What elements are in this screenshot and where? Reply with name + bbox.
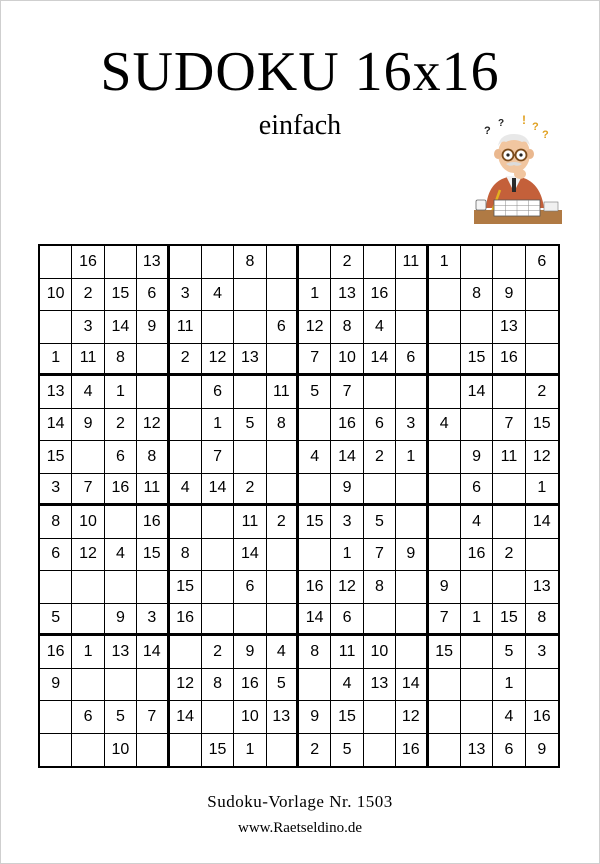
given-cell: 7 xyxy=(364,539,396,572)
given-cell: 11 xyxy=(170,311,202,344)
given-cell: 2 xyxy=(267,506,299,539)
given-cell: 2 xyxy=(331,246,363,279)
given-cell: 7 xyxy=(72,474,104,507)
given-cell: 3 xyxy=(331,506,363,539)
given-cell: 7 xyxy=(429,604,461,637)
given-cell: 8 xyxy=(40,506,72,539)
empty-cell[interactable] xyxy=(105,669,137,702)
given-cell: 13 xyxy=(364,669,396,702)
given-cell: 14 xyxy=(234,539,266,572)
given-cell: 9 xyxy=(429,571,461,604)
empty-cell[interactable] xyxy=(267,441,299,474)
given-cell: 6 xyxy=(72,701,104,734)
given-cell: 12 xyxy=(299,311,331,344)
empty-cell[interactable] xyxy=(299,246,331,279)
given-cell: 15 xyxy=(331,701,363,734)
given-cell: 6 xyxy=(396,344,428,377)
given-cell: 8 xyxy=(331,311,363,344)
given-cell: 1 xyxy=(396,441,428,474)
given-cell: 10 xyxy=(234,701,266,734)
given-cell: 14 xyxy=(137,636,169,669)
given-cell: 14 xyxy=(396,669,428,702)
given-cell: 10 xyxy=(331,344,363,377)
empty-cell[interactable] xyxy=(72,604,104,637)
empty-cell[interactable] xyxy=(170,441,202,474)
given-cell: 14 xyxy=(40,409,72,442)
given-cell: 4 xyxy=(170,474,202,507)
given-cell: 6 xyxy=(267,311,299,344)
given-cell: 2 xyxy=(234,474,266,507)
empty-cell[interactable] xyxy=(137,669,169,702)
empty-cell[interactable] xyxy=(72,571,104,604)
given-cell: 5 xyxy=(105,701,137,734)
empty-cell[interactable] xyxy=(396,376,428,409)
given-cell: 5 xyxy=(493,636,525,669)
given-cell: 14 xyxy=(202,474,234,507)
given-cell: 6 xyxy=(364,409,396,442)
given-cell: 1 xyxy=(40,344,72,377)
empty-cell[interactable] xyxy=(40,246,72,279)
empty-cell[interactable] xyxy=(170,246,202,279)
given-cell: 7 xyxy=(202,441,234,474)
given-cell: 13 xyxy=(493,311,525,344)
given-cell: 14 xyxy=(299,604,331,637)
empty-cell[interactable] xyxy=(170,376,202,409)
empty-cell[interactable] xyxy=(137,571,169,604)
given-cell: 1 xyxy=(429,246,461,279)
empty-cell[interactable] xyxy=(364,376,396,409)
given-cell: 8 xyxy=(105,344,137,377)
given-cell: 8 xyxy=(526,604,558,637)
given-cell: 14 xyxy=(526,506,558,539)
given-cell: 6 xyxy=(461,474,493,507)
given-cell: 10 xyxy=(364,636,396,669)
given-cell: 16 xyxy=(526,701,558,734)
given-cell: 16 xyxy=(40,636,72,669)
empty-cell[interactable] xyxy=(234,279,266,312)
given-cell: 16 xyxy=(170,604,202,637)
given-cell: 9 xyxy=(105,604,137,637)
empty-cell[interactable] xyxy=(429,506,461,539)
empty-cell[interactable] xyxy=(72,441,104,474)
given-cell: 10 xyxy=(40,279,72,312)
given-cell: 15 xyxy=(299,506,331,539)
empty-cell[interactable] xyxy=(461,311,493,344)
svg-text:?: ? xyxy=(532,121,539,133)
given-cell: 7 xyxy=(299,344,331,377)
empty-cell[interactable] xyxy=(137,734,169,767)
given-cell: 1 xyxy=(105,376,137,409)
given-cell: 16 xyxy=(105,474,137,507)
given-cell: 13 xyxy=(40,376,72,409)
given-cell: 9 xyxy=(72,409,104,442)
given-cell: 4 xyxy=(331,669,363,702)
empty-cell[interactable] xyxy=(202,604,234,637)
given-cell: 13 xyxy=(461,734,493,767)
given-cell: 1 xyxy=(202,409,234,442)
given-cell: 2 xyxy=(364,441,396,474)
given-cell: 6 xyxy=(40,539,72,572)
empty-cell[interactable] xyxy=(396,474,428,507)
given-cell: 6 xyxy=(202,376,234,409)
empty-cell[interactable] xyxy=(299,539,331,572)
given-cell: 4 xyxy=(105,539,137,572)
given-cell: 12 xyxy=(331,571,363,604)
empty-cell[interactable] xyxy=(526,539,558,572)
empty-cell[interactable] xyxy=(364,701,396,734)
given-cell: 6 xyxy=(105,441,137,474)
given-cell: 15 xyxy=(526,409,558,442)
empty-cell[interactable] xyxy=(72,734,104,767)
svg-text:?: ? xyxy=(542,129,549,141)
given-cell: 13 xyxy=(137,246,169,279)
empty-cell[interactable] xyxy=(429,311,461,344)
empty-cell[interactable] xyxy=(429,669,461,702)
given-cell: 11 xyxy=(72,344,104,377)
given-cell: 13 xyxy=(526,571,558,604)
given-cell: 3 xyxy=(72,311,104,344)
empty-cell[interactable] xyxy=(170,506,202,539)
given-cell: 5 xyxy=(234,409,266,442)
given-cell: 11 xyxy=(234,506,266,539)
empty-cell[interactable] xyxy=(461,246,493,279)
given-cell: 3 xyxy=(396,409,428,442)
empty-cell[interactable] xyxy=(364,604,396,637)
given-cell: 1 xyxy=(331,539,363,572)
empty-cell[interactable] xyxy=(461,571,493,604)
given-cell: 1 xyxy=(299,279,331,312)
empty-cell[interactable] xyxy=(202,539,234,572)
given-cell: 5 xyxy=(40,604,72,637)
empty-cell[interactable] xyxy=(429,441,461,474)
given-cell: 7 xyxy=(331,376,363,409)
empty-cell[interactable] xyxy=(40,701,72,734)
empty-cell[interactable] xyxy=(493,474,525,507)
given-cell: 9 xyxy=(461,441,493,474)
empty-cell[interactable] xyxy=(526,669,558,702)
given-cell: 8 xyxy=(267,409,299,442)
given-cell: 11 xyxy=(267,376,299,409)
empty-cell[interactable] xyxy=(170,734,202,767)
given-cell: 11 xyxy=(137,474,169,507)
empty-cell[interactable] xyxy=(267,344,299,377)
given-cell: 13 xyxy=(331,279,363,312)
given-cell: 12 xyxy=(170,669,202,702)
sudoku-grid xyxy=(38,244,560,768)
given-cell: 4 xyxy=(202,279,234,312)
given-cell: 15 xyxy=(493,604,525,637)
empty-cell[interactable] xyxy=(429,376,461,409)
empty-cell[interactable] xyxy=(105,571,137,604)
empty-cell[interactable] xyxy=(299,669,331,702)
given-cell: 11 xyxy=(493,441,525,474)
given-cell: 6 xyxy=(234,571,266,604)
given-cell: 4 xyxy=(299,441,331,474)
empty-cell[interactable] xyxy=(396,311,428,344)
given-cell: 8 xyxy=(170,539,202,572)
empty-cell[interactable] xyxy=(364,474,396,507)
given-cell: 16 xyxy=(331,409,363,442)
given-cell: 5 xyxy=(364,506,396,539)
given-cell: 15 xyxy=(461,344,493,377)
svg-text:?: ? xyxy=(484,125,491,137)
empty-cell[interactable] xyxy=(364,734,396,767)
given-cell: 6 xyxy=(493,734,525,767)
given-cell: 9 xyxy=(40,669,72,702)
empty-cell[interactable] xyxy=(493,506,525,539)
given-cell: 15 xyxy=(202,734,234,767)
given-cell: 2 xyxy=(299,734,331,767)
empty-cell[interactable] xyxy=(493,246,525,279)
empty-cell[interactable] xyxy=(234,604,266,637)
given-cell: 8 xyxy=(234,246,266,279)
empty-cell[interactable] xyxy=(137,376,169,409)
given-cell: 3 xyxy=(40,474,72,507)
empty-cell[interactable] xyxy=(429,344,461,377)
given-cell: 2 xyxy=(170,344,202,377)
given-cell: 12 xyxy=(396,701,428,734)
given-cell: 15 xyxy=(429,636,461,669)
given-cell: 9 xyxy=(299,701,331,734)
given-cell: 2 xyxy=(493,539,525,572)
empty-cell[interactable] xyxy=(170,636,202,669)
empty-cell[interactable] xyxy=(396,506,428,539)
given-cell: 7 xyxy=(137,701,169,734)
given-cell: 7 xyxy=(493,409,525,442)
given-cell: 1 xyxy=(234,734,266,767)
given-cell: 6 xyxy=(526,246,558,279)
given-cell: 16 xyxy=(493,344,525,377)
given-cell: 12 xyxy=(137,409,169,442)
given-cell: 2 xyxy=(526,376,558,409)
empty-cell[interactable] xyxy=(461,669,493,702)
empty-cell[interactable] xyxy=(267,571,299,604)
empty-cell[interactable] xyxy=(429,539,461,572)
given-cell: 9 xyxy=(331,474,363,507)
empty-cell[interactable] xyxy=(267,246,299,279)
given-cell: 13 xyxy=(234,344,266,377)
empty-cell[interactable] xyxy=(267,474,299,507)
empty-cell[interactable] xyxy=(234,311,266,344)
given-cell: 9 xyxy=(396,539,428,572)
given-cell: 16 xyxy=(137,506,169,539)
given-cell: 4 xyxy=(72,376,104,409)
empty-cell[interactable] xyxy=(396,636,428,669)
given-cell: 15 xyxy=(40,441,72,474)
empty-cell[interactable] xyxy=(429,279,461,312)
empty-cell[interactable] xyxy=(396,571,428,604)
given-cell: 9 xyxy=(493,279,525,312)
given-cell: 5 xyxy=(267,669,299,702)
empty-cell[interactable] xyxy=(429,701,461,734)
given-cell: 1 xyxy=(526,474,558,507)
given-cell: 15 xyxy=(170,571,202,604)
given-cell: 3 xyxy=(526,636,558,669)
empty-cell[interactable] xyxy=(461,636,493,669)
difficulty-label: einfach xyxy=(258,110,342,141)
empty-cell[interactable] xyxy=(137,344,169,377)
empty-cell[interactable] xyxy=(40,734,72,767)
given-cell: 8 xyxy=(299,636,331,669)
given-cell: 14 xyxy=(461,376,493,409)
given-cell: 8 xyxy=(202,669,234,702)
empty-cell[interactable] xyxy=(202,246,234,279)
empty-cell[interactable] xyxy=(202,311,234,344)
empty-cell[interactable] xyxy=(396,279,428,312)
given-cell: 11 xyxy=(331,636,363,669)
empty-cell[interactable] xyxy=(396,604,428,637)
empty-cell[interactable] xyxy=(461,701,493,734)
empty-cell[interactable] xyxy=(493,571,525,604)
empty-cell[interactable] xyxy=(234,376,266,409)
empty-cell[interactable] xyxy=(364,246,396,279)
empty-cell[interactable] xyxy=(105,246,137,279)
given-cell: 4 xyxy=(364,311,396,344)
given-cell: 13 xyxy=(105,636,137,669)
given-cell: 16 xyxy=(72,246,104,279)
given-cell: 8 xyxy=(364,571,396,604)
svg-text:?: ? xyxy=(498,118,505,129)
given-cell: 16 xyxy=(234,669,266,702)
empty-cell[interactable] xyxy=(267,734,299,767)
empty-cell[interactable] xyxy=(40,571,72,604)
empty-cell[interactable] xyxy=(170,409,202,442)
given-cell: 14 xyxy=(170,701,202,734)
empty-cell[interactable] xyxy=(202,701,234,734)
empty-cell[interactable] xyxy=(299,409,331,442)
given-cell: 2 xyxy=(202,636,234,669)
empty-cell[interactable] xyxy=(429,474,461,507)
svg-text:!: ! xyxy=(522,113,526,127)
template-number-label: Sudoku-Vorlage Nr. 1503 xyxy=(207,792,393,811)
empty-cell[interactable] xyxy=(526,279,558,312)
empty-cell[interactable] xyxy=(299,474,331,507)
given-cell: 5 xyxy=(331,734,363,767)
given-cell: 6 xyxy=(331,604,363,637)
given-cell: 16 xyxy=(396,734,428,767)
given-cell: 6 xyxy=(137,279,169,312)
empty-cell[interactable] xyxy=(461,409,493,442)
given-cell: 2 xyxy=(105,409,137,442)
empty-cell[interactable] xyxy=(105,506,137,539)
given-cell: 1 xyxy=(72,636,104,669)
empty-cell[interactable] xyxy=(72,669,104,702)
given-cell: 8 xyxy=(137,441,169,474)
given-cell: 5 xyxy=(299,376,331,409)
thinking-old-man-solving-sudoku-icon xyxy=(470,112,566,236)
given-cell: 9 xyxy=(137,311,169,344)
given-cell: 4 xyxy=(461,506,493,539)
given-cell: 1 xyxy=(461,604,493,637)
given-cell: 12 xyxy=(72,539,104,572)
given-cell: 4 xyxy=(267,636,299,669)
given-cell: 8 xyxy=(461,279,493,312)
empty-cell[interactable] xyxy=(234,441,266,474)
given-cell: 10 xyxy=(105,734,137,767)
given-cell: 14 xyxy=(364,344,396,377)
website-label: www.Raetseldino.de xyxy=(238,820,362,836)
given-cell: 3 xyxy=(137,604,169,637)
given-cell: 16 xyxy=(461,539,493,572)
given-cell: 16 xyxy=(364,279,396,312)
empty-cell[interactable] xyxy=(267,279,299,312)
given-cell: 15 xyxy=(137,539,169,572)
given-cell: 10 xyxy=(72,506,104,539)
given-cell: 13 xyxy=(267,701,299,734)
given-cell: 4 xyxy=(493,701,525,734)
given-cell: 12 xyxy=(202,344,234,377)
given-cell: 11 xyxy=(396,246,428,279)
empty-cell[interactable] xyxy=(526,311,558,344)
empty-cell[interactable] xyxy=(493,376,525,409)
empty-cell[interactable] xyxy=(40,311,72,344)
empty-cell[interactable] xyxy=(429,734,461,767)
given-cell: 3 xyxy=(170,279,202,312)
empty-cell[interactable] xyxy=(202,571,234,604)
given-cell: 14 xyxy=(331,441,363,474)
empty-cell[interactable] xyxy=(526,344,558,377)
page-title: SUDOKU 16x16 xyxy=(100,41,500,103)
given-cell: 16 xyxy=(299,571,331,604)
empty-cell[interactable] xyxy=(267,604,299,637)
given-cell: 2 xyxy=(72,279,104,312)
given-cell: 12 xyxy=(526,441,558,474)
given-cell: 1 xyxy=(493,669,525,702)
empty-cell[interactable] xyxy=(202,506,234,539)
given-cell: 9 xyxy=(234,636,266,669)
given-cell: 14 xyxy=(105,311,137,344)
given-cell: 4 xyxy=(429,409,461,442)
given-cell: 15 xyxy=(105,279,137,312)
empty-cell[interactable] xyxy=(267,539,299,572)
given-cell: 9 xyxy=(537,740,547,758)
